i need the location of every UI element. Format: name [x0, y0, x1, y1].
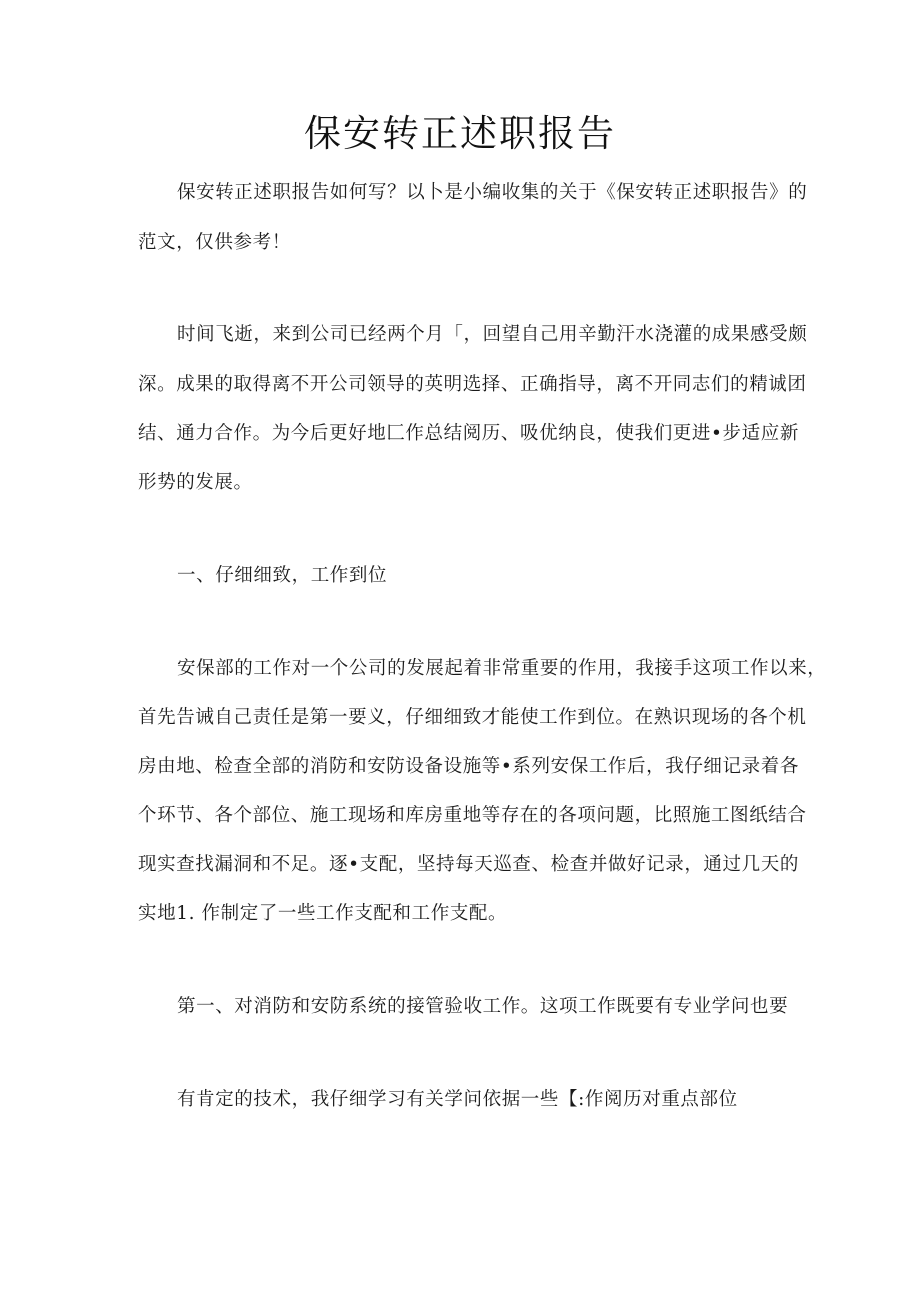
para2-line-6: 实地1. 作制定了一些工作支配和工作支配。: [138, 903, 508, 924]
section-heading-1: 一、仔细细致，工作到位: [177, 565, 388, 586]
para1-line-1: 时间飞逝，来到公司已经两个月「，回望自己用辛勤汗水浇灌的成果感受颇: [177, 324, 808, 345]
para2-line-1: 安保部的工作对一个公司的发展起着非常重要的作用，我接手这项工作以来，: [177, 658, 827, 679]
intro-line-2: 范文，仅供参考！: [138, 232, 291, 253]
para4-line-1: 有肯定的技术，我仔细学习有关学问依据一些【:作阅历对重点部位: [177, 1089, 738, 1110]
document-title: 保安转正述职报告: [304, 112, 616, 155]
para2-line-2: 首先告诫自己责任是第一要义，仔细细致才能使工作到位。在熟识现场的各个机: [138, 707, 807, 728]
para3-line-1: 第一、对消防和安防系统的接管验收工作。这项工作既要有专业学问也要: [177, 996, 789, 1017]
para1-line-2: 深。成果的取得离不开公司领导的英明选择、正确指导，离不开同志们的精诚团: [138, 374, 807, 395]
para2-line-4: 个环节、各个部位、施工现场和库房重地等存在的各项问题，比照施工图纸结合: [138, 805, 807, 826]
para1-line-4: 形势的发展。: [138, 472, 253, 493]
para1-line-3: 结、通力合作。为今后更好地匚作总结阅历、吸优纳良，使我们更进•步适应新: [138, 423, 799, 444]
intro-line-1: 保安转正述职报告如何写？以卜是小编收集的关于《保安转正述职报告》的: [177, 182, 808, 203]
para2-line-5: 现实查找漏洞和不足。逐•支配，坚持每天巡查、检查并做好记录，通过几天的: [138, 854, 799, 875]
para2-line-3: 房由地、检查全部的消防和安防设备设施等•系列安保工作后，我仔细记录着各: [138, 756, 799, 777]
